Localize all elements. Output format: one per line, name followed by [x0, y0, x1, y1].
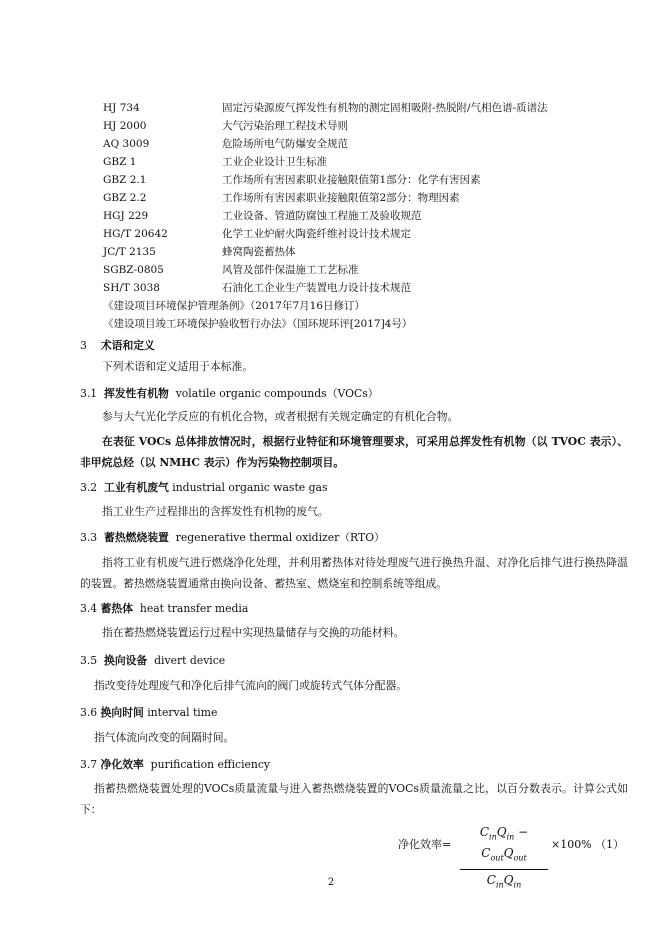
reference-title: 工作场所有害因素职业接触限值第2部分：物理因素 [222, 192, 460, 204]
regulation-item: 《建设项目竣工环境保护验收暂行办法》（国环规环评[2017]4号） [103, 318, 413, 330]
term-english: divert device [154, 654, 226, 667]
term-heading [80, 480, 328, 495]
term-definition: 指改变待处理废气和净化后排气流向的阀门或旋转式气体分配器。 [94, 679, 408, 692]
formula-rhs: ×100% （1） [551, 838, 625, 851]
reference-title: 危险场所电气防爆安全规范 [222, 138, 348, 150]
reference-item [103, 173, 481, 187]
term-note: 在表征 VOCs 总体排放情况时，根据行业特征和环境管理要求，可采用总挥发性有机物（以 TVOC 表示）、非甲烷总烃（以 NMHC 表示）作为污染物控制项目。 [80, 435, 628, 469]
formula-numerator: $C_{in}Q_{in} - C_{out}Q_{out}$ [460, 824, 548, 870]
section-heading [80, 338, 155, 353]
term-english: regenerative thermal oxidizer（RTO） [175, 531, 385, 544]
term-heading [80, 601, 248, 616]
reference-title: 工作场所有害因素职业接触限值第1部分：化学有害因素 [222, 174, 481, 186]
term-chinese: 换向时间 [100, 706, 144, 719]
reference-title: 蜂窝陶瓷蓄热体 [222, 246, 296, 258]
reference-item [103, 281, 411, 295]
term-number: 3.7 [80, 758, 98, 771]
term-number: 3.6 [80, 706, 98, 719]
term-definition: 参与大气光化学反应的有机化合物，或者根据有关规定确定的有机化合物。 [102, 410, 459, 423]
term-definition: 指工业生产过程排出的含挥发性有机物的废气。 [102, 505, 329, 518]
reference-item [103, 155, 327, 169]
term-chinese: 蓄热燃烧装置 [104, 531, 169, 544]
reference-code: GBZ 2.1 [103, 174, 147, 186]
reference-item [103, 245, 296, 259]
term-number: 3.4 [80, 602, 98, 615]
term-english: purification efficiency [150, 758, 271, 771]
term-chinese: 换向设备 [104, 654, 148, 667]
page-number: 2 [327, 877, 335, 888]
formula-label: （1） [595, 838, 625, 851]
reference-title: 风管及部件保温施工工艺标准 [222, 264, 359, 276]
term-english: interval time [147, 706, 218, 719]
reference-title: 固定污染源废气挥发性有机物的测定固相吸附-热脱附/气相色谱-质谱法 [222, 102, 548, 114]
reference-code: HJ 2000 [103, 120, 147, 132]
term-chinese: 工业有机废气 [104, 481, 169, 494]
term-chinese: 挥发性有机物 [104, 387, 169, 400]
reference-code: SH/T 3038 [103, 282, 160, 294]
reference-code: HJ 734 [103, 102, 140, 114]
term-heading [80, 530, 385, 545]
reference-title: 工业企业设计卫生标准 [222, 156, 327, 168]
section-number: 3 [80, 339, 87, 352]
term-number: 3.1 [80, 387, 98, 400]
term-definition: 指气体流向改变的间隔时间。 [94, 731, 235, 744]
term-definition: 指在蓄热燃烧装置运行过程中实现热量储存与交换的功能材料。 [102, 626, 405, 639]
reference-code: SGBZ-0805 [103, 264, 164, 276]
section-intro: 下列术语和定义适用于本标准。 [102, 360, 254, 373]
reference-item [103, 137, 348, 151]
term-heading [80, 653, 225, 668]
formula-lhs: 净化效率= [398, 838, 452, 851]
term-heading [80, 386, 379, 401]
term-english: heat transfer media [139, 602, 249, 615]
reference-title: 石油化工企业生产装置电力设计技术规范 [222, 282, 411, 294]
reference-code: JC/T 2135 [103, 246, 156, 258]
reference-title: 大气污染治理工程技术导则 [222, 120, 348, 132]
reference-code: AQ 3009 [103, 138, 150, 150]
reference-item [103, 119, 348, 133]
reference-code: HGJ 229 [103, 210, 149, 222]
term-chinese: 净化效率 [100, 758, 144, 771]
reference-item [103, 263, 359, 277]
term-chinese: 蓄热体 [100, 602, 133, 615]
reference-item [103, 101, 548, 115]
reference-code: HG/T 20642 [103, 228, 168, 240]
reference-item [103, 209, 422, 223]
term-number: 3.5 [80, 654, 98, 667]
term-english: industrial organic waste gas [172, 481, 328, 494]
term-english: volatile organic compounds（VOCs） [175, 387, 379, 400]
term-definition: 指将工业有机废气进行燃烧净化处理，并利用蓄热体对待处理废气进行换热升温、对净化后排气进行换热降温的装置。蓄热燃烧装置通常由换向设备、蓄热室、燃烧室和控制系统等组成。 [80, 556, 628, 590]
term-definition: 指蓄热燃烧装置处理的VOCs质量流量与进入蓄热燃烧装置的VOCs质量流量之比，以百分数表示。计算公式如下： [80, 782, 628, 816]
section-title: 术语和定义 [100, 339, 155, 352]
reference-item [103, 227, 411, 241]
reference-code: GBZ 1 [103, 156, 137, 168]
term-heading [80, 757, 270, 772]
term-number: 3.3 [80, 531, 98, 544]
reference-code: GBZ 2.2 [103, 192, 147, 204]
efficiency-formula [398, 820, 628, 890]
reference-title: 化学工业炉耐火陶瓷纤维衬设计技术规定 [222, 228, 411, 240]
reference-item [103, 191, 460, 205]
formula-denominator: $C_{in}Q_{in}$ [486, 872, 522, 890]
term-number: 3.2 [80, 481, 98, 494]
regulation-item: 《建设项目环境保护管理条例》（2017年7月16日修订） [103, 300, 366, 312]
term-heading [80, 705, 217, 720]
reference-title: 工业设备、管道防腐蚀工程施工及验收规范 [222, 210, 422, 222]
